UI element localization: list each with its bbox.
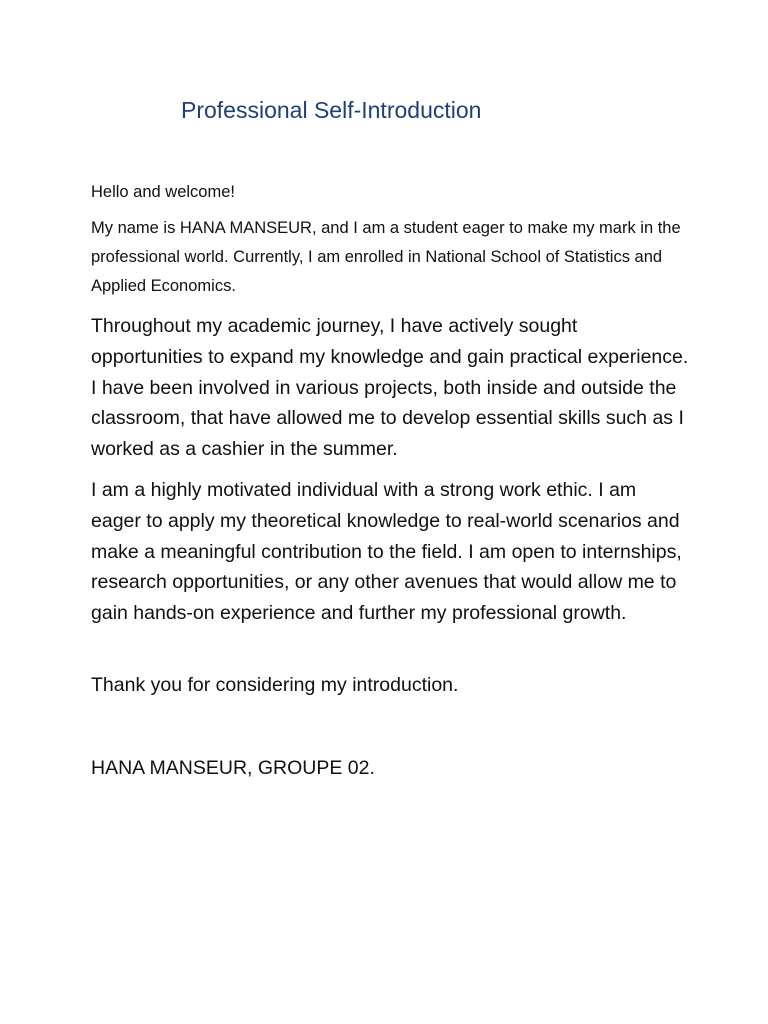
- academic-journey-paragraph: Throughout my academic journey, I have actively sought opportunities to expand my knowledge and gain practical experience. I have been involved in various projects, both inside and outside the classroom, that have allowed me to develop essential skills such as I worked as a cashier in the summer.: [91, 315, 689, 461]
- thank-you-paragraph: Thank you for considering my introduction.: [91, 674, 459, 696]
- intro-paragraph: My name is HANA MANSEUR, and I am a student eager to make my mark in the professional world. Currently, I am enrolled in National School of Statistics and Applied Economics.: [91, 219, 681, 295]
- signature-line: HANA MANSEUR, GROUPE 02.: [91, 757, 375, 779]
- greeting-text: Hello and welcome!: [91, 183, 235, 201]
- document-title: Professional Self-Introduction: [181, 97, 482, 123]
- motivation-paragraph: I am a highly motivated individual with a strong work ethic. I am eager to apply my theoretical knowledge to real-world scenarios and make a meaningful contribution to the field. I am open to internships, research opportunities, or any other avenues that would allow me to gain hands-on experience and further my professional growth.: [91, 479, 682, 625]
